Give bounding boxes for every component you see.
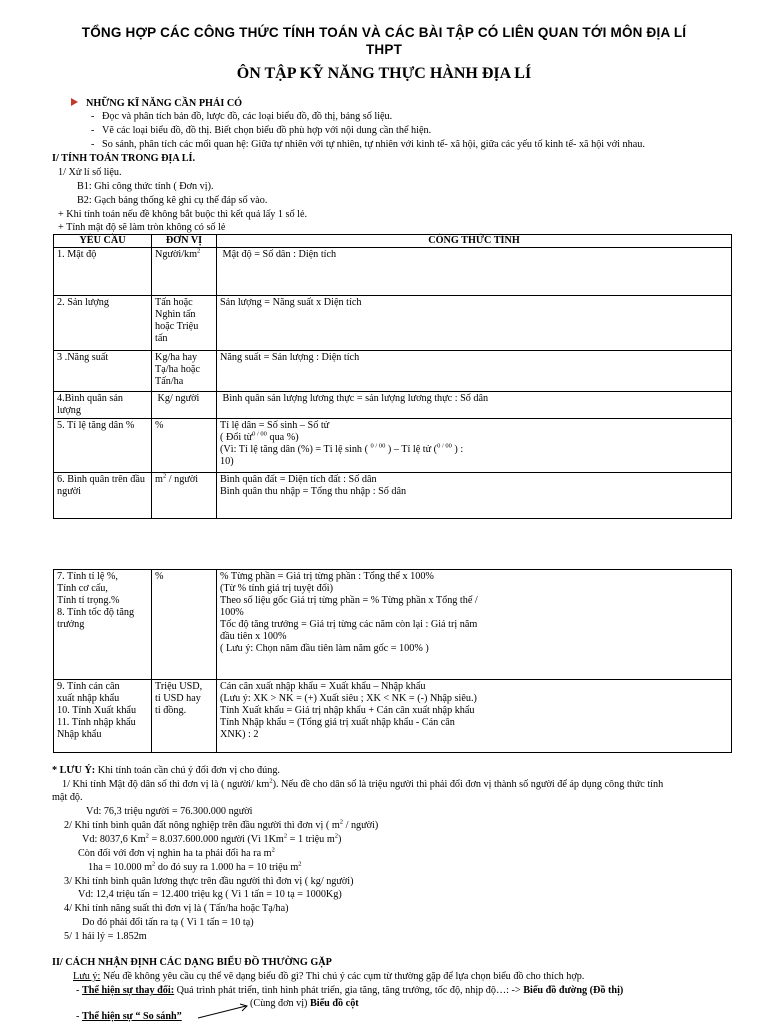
note-line: Còn đối với đơn vị nghìn ha ta phải đổi ha ra $m^2$: [78, 846, 275, 859]
row-requirement: 5. Tỉ lệ tăng dân %: [54, 419, 152, 473]
table-row: [54, 419, 732, 473]
row-formula: Bình quân đất = Diện tích đất : Số dân Bình quân thu nhập = Tổng thu nhập : Số dân: [217, 473, 732, 519]
note-line: 1/ Khi tính Mật độ dân số thì đơn vị là ( người/ $km^2$). Nếu đề cho dân số là triệu người thì phải đổi đơn vị thành số người để áp dụng công thức tính: [62, 777, 664, 790]
table-row: [54, 248, 732, 296]
formula-table-2: [53, 569, 732, 753]
skills-item: - So sánh, phân tích các mối quan hệ: Giữa tự nhiên với tự nhiên, tự nhiên với kinh tế- xã hội, giữa các yếu tố kinh tế- xã hội với nhau.: [91, 139, 645, 150]
section-2-line: (Cùng đơn vị) Biểu đồ cột: [250, 998, 359, 1009]
row-unit: %: [152, 419, 217, 473]
document-subtitle: ÔN TẬP KỸ NĂNG THỰC HÀNH ĐỊA LÍ: [236, 65, 532, 82]
document-title: [40, 24, 728, 58]
row-unit: Triệu USD, tỉ USD hay tỉ đồng.: [152, 680, 217, 753]
note-line: mật độ.: [52, 792, 83, 803]
column-header-formula: CÔNG THỨC TÍNH: [217, 235, 732, 248]
column-header-unit: ĐƠN VỊ: [152, 235, 217, 248]
row-formula: Sản lượng = Năng suất x Diện tích: [217, 296, 732, 351]
row-requirement: 6. Bình quân trên đầu người: [54, 473, 152, 519]
row-formula: Tỉ lệ dân = Số sinh – Số tử ( Đổi từ$^{0 / 00}$ qua %) (Vì: Tỉ lệ tăng dân (%) = Tỉ lệ sinh ( $^{0 / 00}$ ) – Tỉ lệ tử ($^{0 / 00}$ ) : 10): [217, 419, 732, 473]
note-line: 5/ 1 hải lý = 1.852m: [64, 931, 147, 942]
row-requirement: 9. Tính cán cân xuất nhập khẩu 10. Tính Xuất khẩu 11. Tính nhập khẩu Nhập khẩu: [54, 680, 152, 753]
row-requirement: 3 .Năng suất: [54, 351, 152, 392]
note-line: Do đó phải đổi tấn ra tạ ( Vì 1 tấn = 10 tạ): [82, 917, 254, 928]
row-unit: %: [152, 570, 217, 680]
note-line: 3/ Khi tính bình quân lương thực trên đầu người thì đơn vị ( kg/ người): [64, 876, 354, 887]
formula-table-1: [53, 234, 732, 519]
note-line: Vd: 8037,6 Km$^2$ = 8.037.600.000 người (Vì 1Km$^2$ = 1 triệu $m^2$): [82, 832, 342, 845]
section-2-heading: II/ CÁCH NHẬN ĐỊNH CÁC DẠNG BIỂU ĐỒ THƯỜNG GẶP: [52, 957, 332, 968]
section-1-line: + Tính mật độ sẽ làm tròn không có số lẻ: [58, 222, 226, 233]
table-row: [54, 570, 732, 680]
section-2-note: Lưu ý: Nếu đề không yêu cầu cụ thể vẽ dạng biểu đồ gì? Thì chú ý các cụm từ thường gặp để lựa chọn biểu đồ cho thích hợp.: [73, 971, 585, 982]
section-2-line: - Thể hiện sự “ So sánh”: [76, 1011, 182, 1022]
row-unit: Kg/ người: [152, 392, 217, 419]
section-1-line: B1: Ghi công thức tính ( Đơn vị).: [77, 181, 214, 192]
note-line: Vd: 12,4 triệu tấn = 12.400 triệu kg ( Vì 1 tấn = 10 tạ = 1000Kg): [78, 889, 342, 900]
branch-arrow-icon: [196, 1002, 252, 1020]
table-row: [54, 351, 732, 392]
row-requirement: 7. Tính tỉ lệ %, Tính cơ cấu, Tính tỉ trọng.% 8. Tính tốc độ tăng trưởng: [54, 570, 152, 680]
title-line-1: TỔNG HỢP CÁC CÔNG THỨC TÍNH TOÁN VÀ CÁC BÀI TẬP CÓ LIÊN QUAN TỚI MÔN ĐỊA LÍ: [81, 25, 687, 40]
section-1-heading: I/ TÍNH TOÁN TRONG ĐỊA LÍ.: [52, 153, 196, 164]
table-row: [54, 392, 732, 419]
table-header-row: [54, 235, 732, 248]
note-line: 1ha = 10.000 $m^2$ do đó suy ra 1.000 ha = 10 triệu $m^2$: [88, 860, 302, 873]
skills-item: - Đọc và phân tích bản đồ, lược đồ, các loại biểu đồ, đồ thị, bảng số liệu.: [91, 111, 393, 122]
table-row: [54, 680, 732, 753]
arrow-bullet-icon: [70, 97, 80, 107]
column-header-requirement: YÊU CẦU: [54, 235, 152, 248]
skills-item: - Vẽ các loại biểu đồ, đồ thị. Biết chọn biểu đồ phù hợp với nội dung cần thể hiện.: [91, 125, 432, 136]
row-requirement: 4.Bình quân sản lượng: [54, 392, 152, 419]
table-row: [54, 473, 732, 519]
notes-intro: * LƯU Ý: Khi tính toán cần chú ý đổi đơn vị cho đúng.: [52, 765, 280, 776]
row-unit: Người/$km^2$: [152, 248, 217, 296]
row-requirement: 1. Mật độ: [54, 248, 152, 296]
row-unit: Tấn hoặc Nghìn tấn hoặc Triệu tấn: [152, 296, 217, 351]
note-line: 2/ Khi tính bình quân đất nông nghiệp trên đầu người thì đơn vị ( $m^2$ / người): [64, 818, 379, 831]
section-2-line: - Thể hiện sự thay đổi: Quá trình phát triển, tình hình phát triển, gia tăng, tăng trưởng, tốc độ, nhịp độ…: -> Biểu đồ đường (Đồ thị): [76, 985, 624, 996]
note-line: Vd: 76,3 triệu người = 76.300.000 người: [86, 806, 253, 817]
note-line: 4/ Khi tính năng suất thì đơn vị là ( Tấn/ha hoặc Tạ/ha): [64, 903, 289, 914]
title-line-2: THPT: [365, 42, 403, 57]
section-1-line: + Khi tính toán nếu đề không bắt buộc thì kết quả lấy 1 số lẻ.: [58, 209, 308, 220]
row-formula: Bình quân sản lượng lương thực = sản lượng lương thực : Số dân: [217, 392, 732, 419]
row-unit: Kg/ha hay Tạ/ha hoặc Tấn/ha: [152, 351, 217, 392]
row-requirement: 2. Sản lượng: [54, 296, 152, 351]
row-formula: Mật độ = Số dân : Diện tích: [217, 248, 732, 296]
row-formula: Năng suất = Sản lượng : Diện tích: [217, 351, 732, 392]
section-1-line: B2: Gạch bảng thống kê ghi cụ thể đáp số vào.: [77, 195, 268, 206]
row-formula: % Từng phần = Giá trị từng phần : Tổng thể x 100% (Từ % tính giá trị tuyệt đối) Theo số liệu gốc Giá trị từng phần = % Từng phần x Tổng thể / 100% Tốc độ tăng trưởng = Giá trị từng các năm còn lại : Giá trị năm đầu tiên x 100% ( Lưu ý: Chọn năm đầu tiên làm năm gốc = 100% ): [217, 570, 732, 680]
row-unit: $m^2$ / người: [152, 473, 217, 519]
row-formula: Cán cân xuất nhập khẩu = Xuất khẩu – Nhập khẩu (Lưu ý: XK > NK = (+) Xuất siêu ; XK < NK = (-) Nhập siêu.) Tính Xuất khẩu = Giá trị nhập khẩu + Cán cân xuất nhập khẩu Tính Nhập khẩu = (Tổng giá trị xuất nhập khẩu - Cán cân XNK) : 2: [217, 680, 732, 753]
table-row: [54, 296, 732, 351]
section-1-line: 1/ Xử lí số liệu.: [58, 167, 122, 178]
skills-heading: NHỮNG KĨ NĂNG CẦN PHẢI CÓ: [70, 97, 242, 110]
